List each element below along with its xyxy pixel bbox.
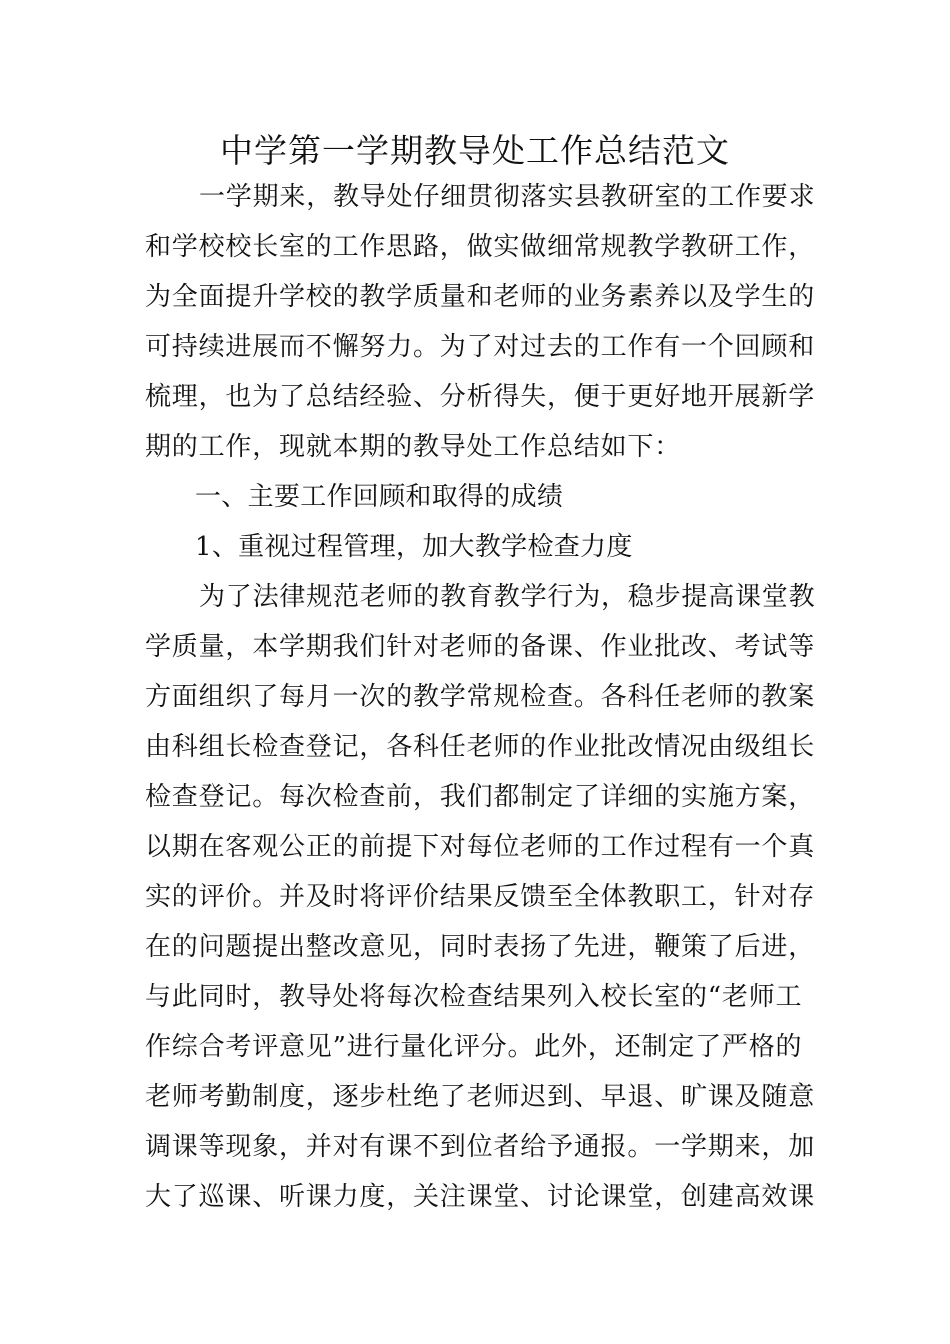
paragraph-line: 以期在客观公正的前提下对每位老师的工作过程有一个真: [145, 832, 816, 862]
paragraph-line: 在的问题提出整改意见，同时表扬了先进，鞭策了后进，: [145, 932, 816, 962]
paragraph-line: 期的工作，现就本期的教导处工作总结如下：: [145, 432, 682, 462]
paragraph-line: 一学期来，教导处仔细贯彻落实县教研室的工作要求: [199, 182, 816, 212]
section-heading: 一、主要工作回顾和取得的成绩: [195, 482, 564, 512]
subsection-heading: 1、重视过程管理，加大教学检查力度: [195, 532, 633, 562]
paragraph-line: 检查登记。每次检查前，我们都制定了详细的实施方案，: [145, 782, 816, 812]
paragraph-line: 方面组织了每月一次的教学常规检查。各科任老师的教案: [145, 682, 816, 712]
paragraph-line: 梳理，也为了总结经验、分析得失，便于更好地开展新学: [145, 382, 816, 412]
paragraph-line: 学质量，本学期我们针对老师的备课、作业批改、考试等: [145, 632, 816, 662]
paragraph-line: 和学校校长室的工作思路，做实做细常规教学教研工作，: [145, 232, 816, 262]
paragraph-line: 实的评价。并及时将评价结果反馈至全体教职工，针对存: [145, 882, 816, 912]
document-title: 中学第一学期教导处工作总结范文: [220, 131, 730, 170]
paragraph-line: 作综合考评意见”进行量化评分。此外，还制定了严格的: [145, 1032, 803, 1062]
paragraph-line: 老师考勤制度，逐步杜绝了老师迟到、早退、旷课及随意: [145, 1082, 816, 1112]
paragraph-line: 可持续进展而不懈努力。为了对过去的工作有一个回顾和: [145, 332, 816, 362]
paragraph-line: 由科组长检查登记，各科任老师的作业批改情况由级组长: [145, 732, 816, 762]
paragraph-line: 调课等现象，并对有课不到位者给予通报。一学期来，加: [145, 1132, 816, 1162]
paragraph-line: 与此同时，教导处将每次检查结果列入校长室的“老师工: [145, 982, 803, 1012]
paragraph-line: 为了法律规范老师的教育教学行为，稳步提高课堂教: [199, 582, 816, 612]
paragraph-line: 为全面提升学校的教学质量和老师的业务素养以及学生的: [145, 282, 816, 312]
document-body: [145, 172, 816, 1222]
paragraph-line: 大了巡课、听课力度，关注课堂、讨论课堂，创建高效课: [145, 1182, 816, 1212]
